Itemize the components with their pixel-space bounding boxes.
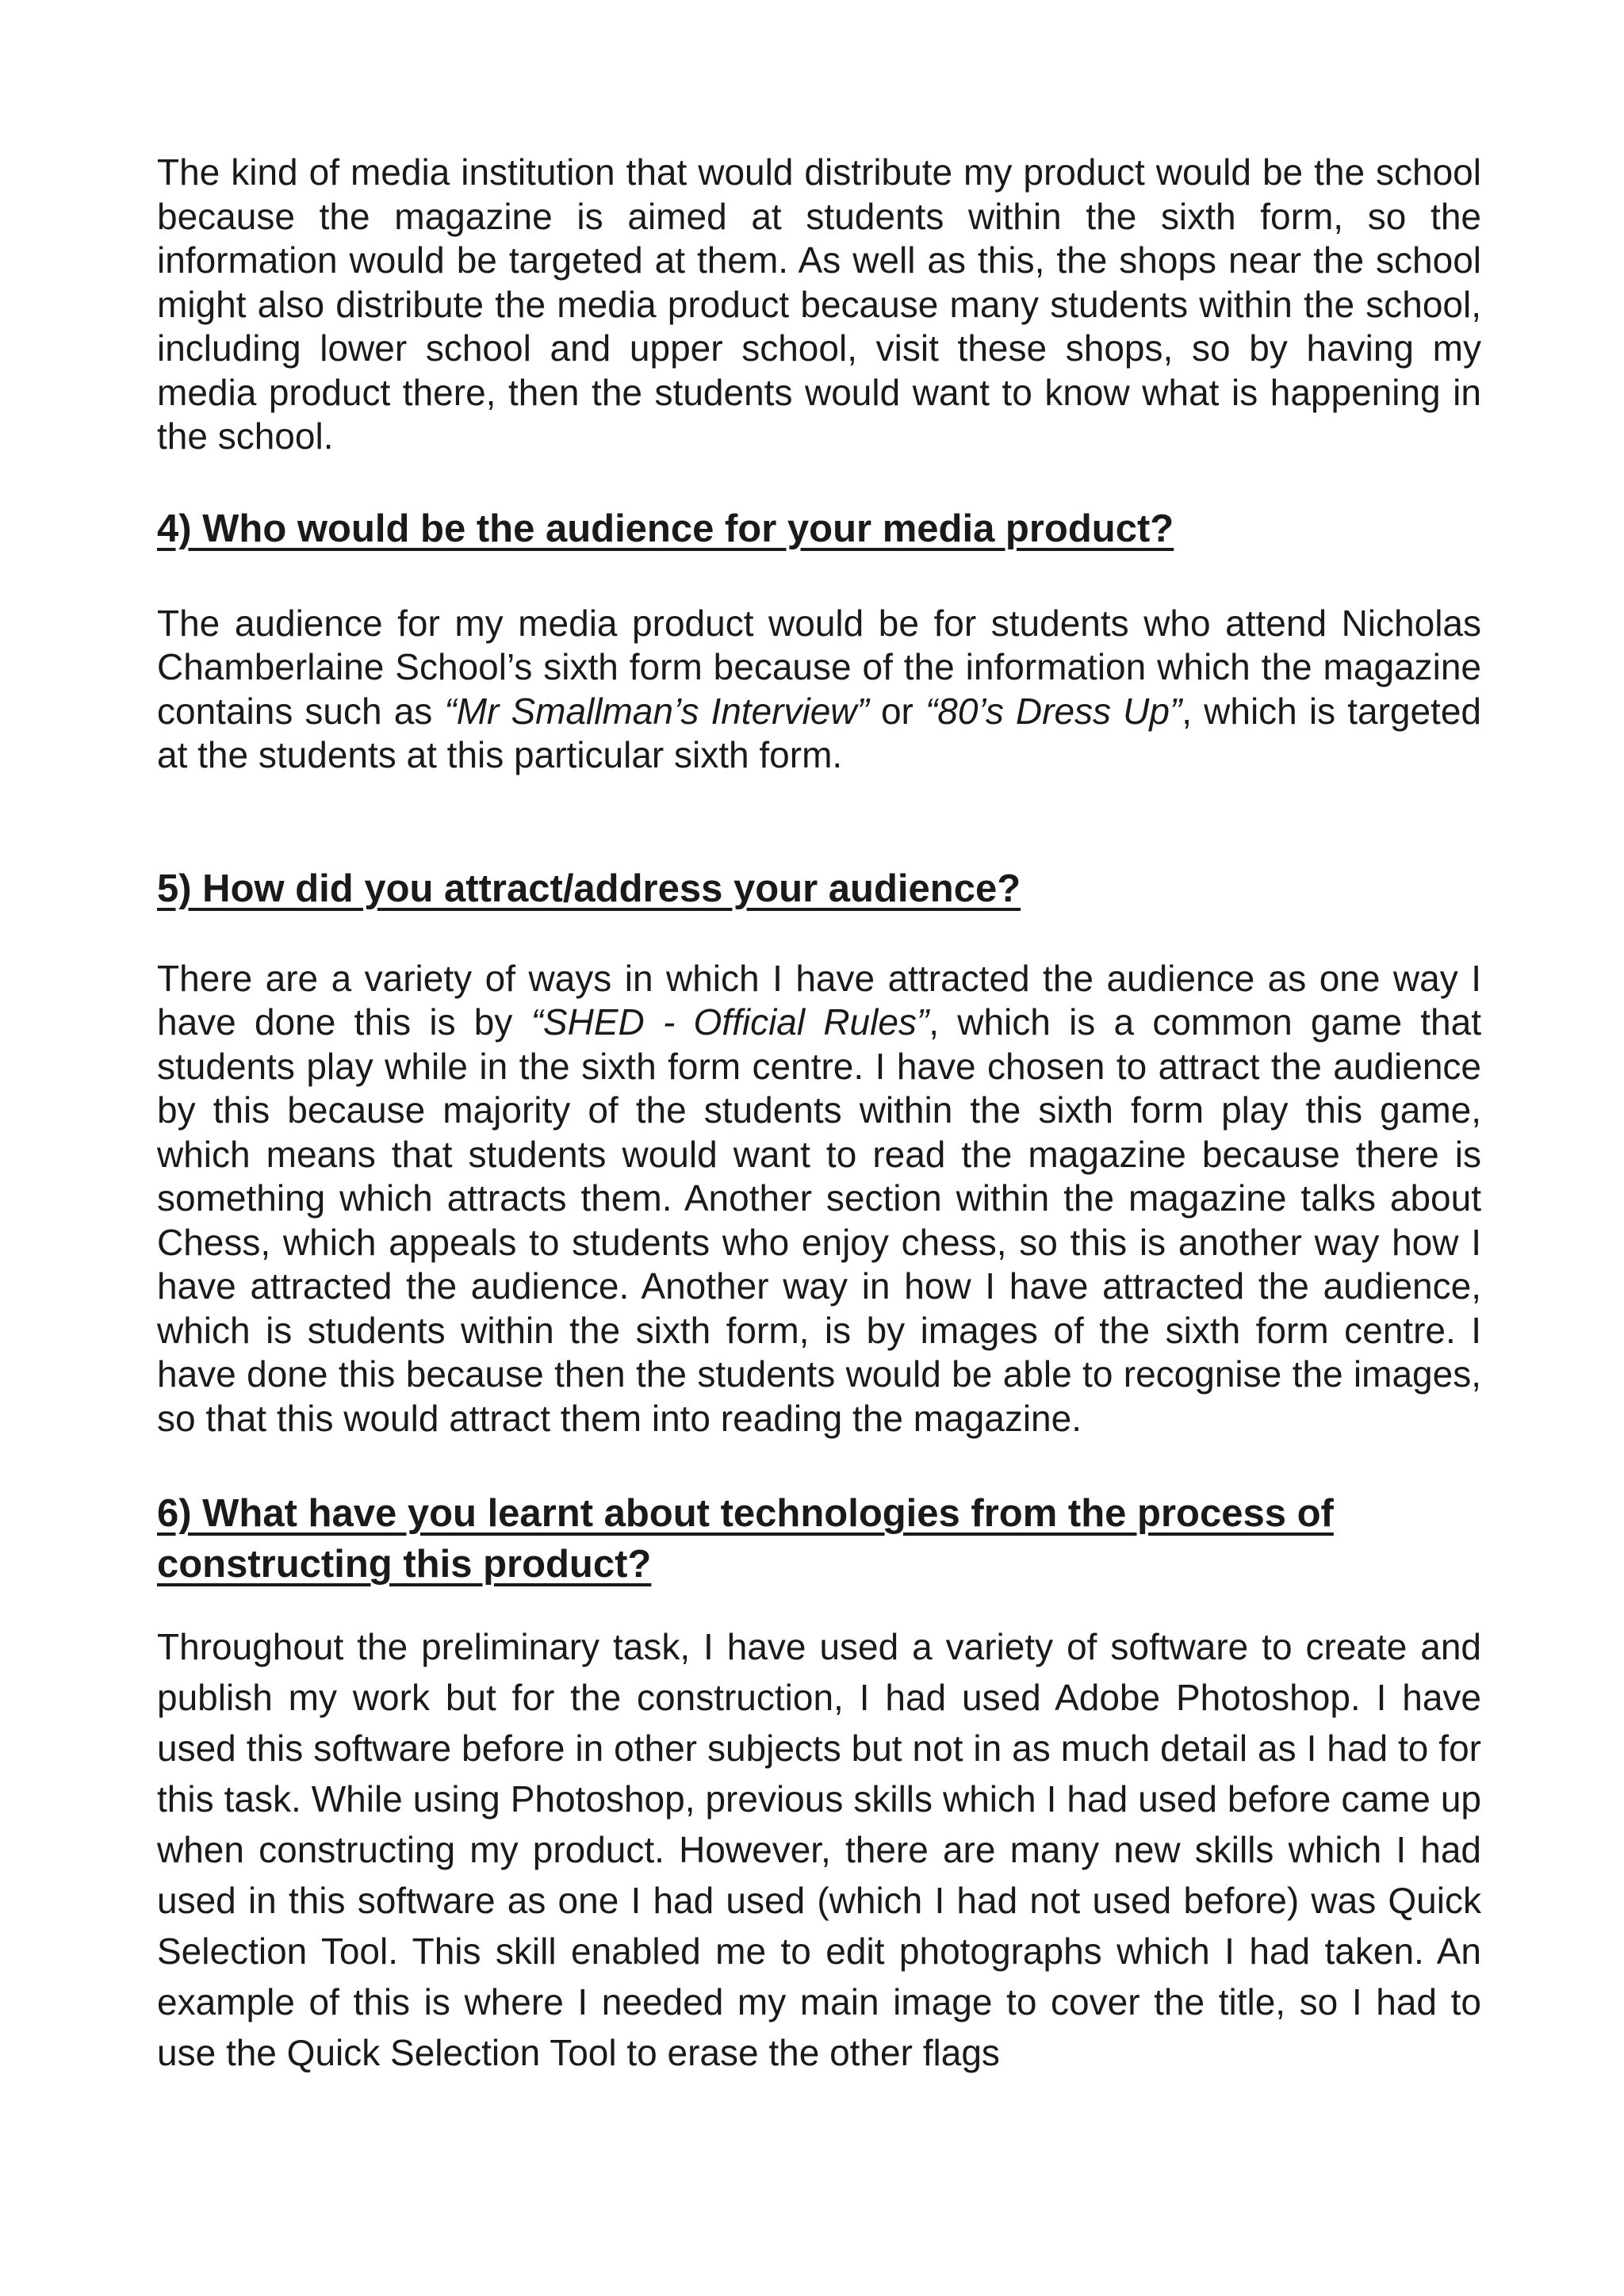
quote-80s-dress-up: “80’s Dress Up” bbox=[925, 690, 1182, 732]
audience-text-c: , which is targeted at the students at this particular sixth form. bbox=[157, 690, 1481, 775]
paragraph-technologies: Throughout the preliminary task, I have used a variety of software to create and publish my work but for the construction, I had used Adobe Photoshop. I have used this software before in other subjects but not in as much detail as I had to for this task. While using Photoshop, previous skills which I had used before came up when constructing my product. However, there are many new skills which I had used in this software as one I had used (which I had not used before) was Quick Selection Tool. This skill enabled me to edit photographs which I had taken. An example of this is where I needed my main image to cover the title, so I had to use the Quick Selection Tool to erase the other flags bbox=[157, 1626, 1481, 2073]
attract-text-b: , which is a common game that students play while in the sixth form centre. I have chosen to attract the audience by this because majority of the students within the sixth form play this game, which means that students would want to read the magazine because there is something which attracts them. Another section within the magazine talks about Chess, which appeals to students who enjoy chess, so this is another way how I have attracted the audience. Another way in how I have attracted the audience, which is students within the sixth form, is by images of the sixth form centre. I have done this because then the students would be able to recognise the images, so that this would attract them into reading the magazine. bbox=[157, 1001, 1481, 1439]
quote-mr-smallman-interview: “Mr Smallman’s Interview” bbox=[444, 690, 869, 732]
heading-question-4: 4) Who would be the audience for your media product? bbox=[157, 507, 1174, 550]
heading-question-5: 5) How did you attract/address your audience? bbox=[157, 867, 1021, 910]
audience-text-b: or bbox=[868, 690, 925, 732]
paragraph-attract-audience bbox=[157, 957, 1481, 1441]
paragraph-distribution: The kind of media institution that would distribute my product would be the school because the magazine is aimed at students within the sixth form, so the information would be targeted at them. As well as this, the shops near the school might also distribute the media product because many students within the school, including lower school and upper school, visit these shops, so by having my media product there, then the students would want to know what is happening in the school. bbox=[157, 151, 1481, 457]
audience-text-a: The audience for my media product would be for students who attend Nicholas Chamberlaine School’s sixth form because of the information which the magazine contains such as bbox=[157, 602, 1481, 732]
paragraph-audience bbox=[157, 602, 1481, 778]
document-page bbox=[157, 151, 1481, 2078]
attract-text-a: There are a variety of ways in which I have attracted the audience as one way I have done this is by bbox=[157, 957, 1481, 1043]
heading-question-6: 6) What have you learnt about technologies from the process of constructing this product? bbox=[157, 1492, 1334, 1586]
quote-shed-official-rules: “SHED - Official Rules” bbox=[530, 1001, 929, 1043]
